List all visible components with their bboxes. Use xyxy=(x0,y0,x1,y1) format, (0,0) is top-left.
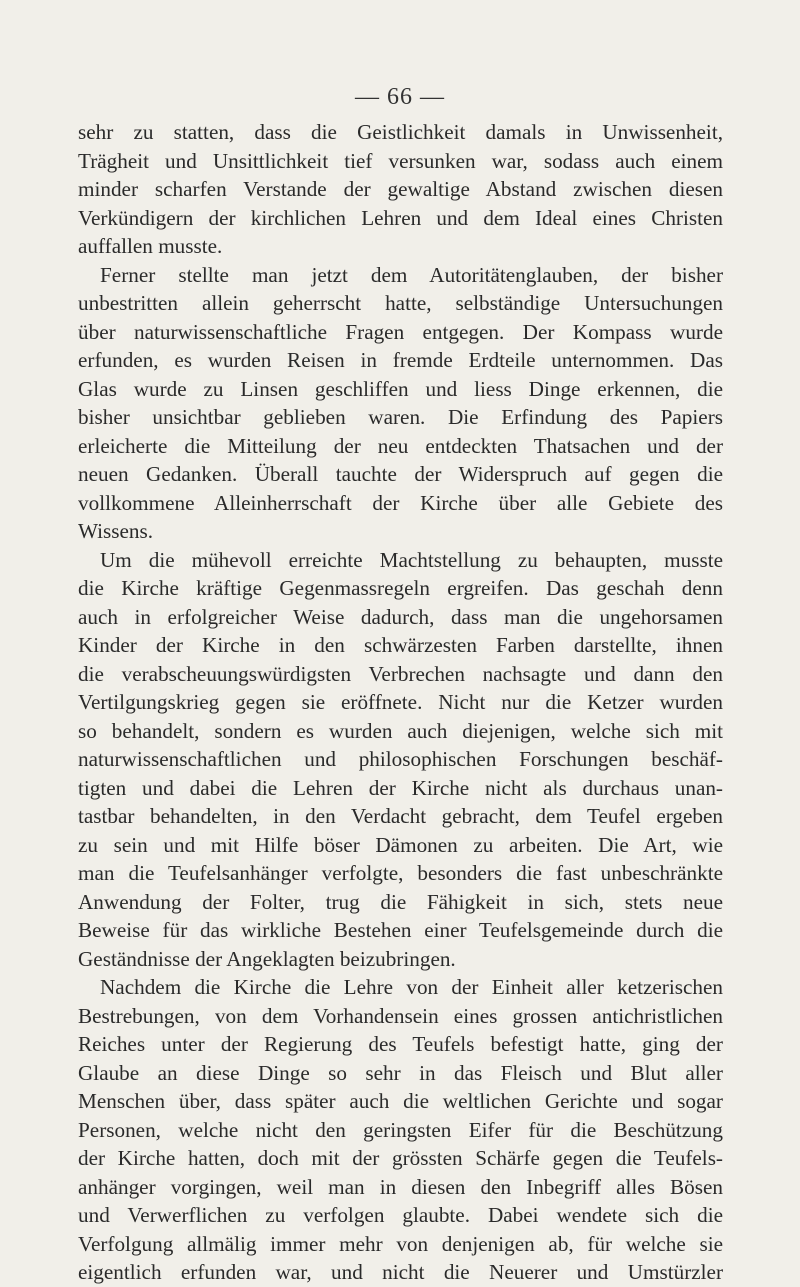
text-line: unbestritten allein geherrscht hatte, selbständige Untersuchungen xyxy=(78,291,723,315)
text-line: zu sein und mit Hilfe böser Dämonen zu arbeiten. Die Art, wie xyxy=(78,832,723,857)
text-line: der Kirche hatten, doch mit der grössten Schärfe gegen die Teufels- xyxy=(78,1146,723,1170)
text-line: erfunden, es wurden Reisen in fremde Erdteile unternommen. Das xyxy=(78,348,723,372)
text-line: minder scharfen Verstande der gewaltige Abstand zwischen diesen xyxy=(78,177,723,201)
text-line: auch in erfolgreicher Weise dadurch, dass man die ungehorsamen xyxy=(78,604,723,629)
text-line: Reiches unter der Regierung des Teufels befestigt hatte, ging der xyxy=(78,1032,723,1056)
text-line: Vertilgungskrieg gegen sie eröffnete. Nicht nur die Ketzer wurden xyxy=(78,690,723,714)
text-line: die verabscheuungswürdigsten Verbrechen nachsagte und dann den xyxy=(78,661,723,686)
text-line: Beweise für das wirkliche Bestehen einer Teufelsgemeinde durch die xyxy=(78,918,723,942)
text-line: eigentlich erfunden war, und nicht die Neuerer und Umstürzler xyxy=(78,1260,723,1284)
text-line: über naturwissenschaftliche Fragen entgegen. Der Kompass wurde xyxy=(78,319,723,344)
page-number: — 66 — xyxy=(355,84,445,110)
text-line: Trägheit und Unsittlichkeit tief versunken war, sodass auch einem xyxy=(78,148,723,173)
text-line: Um die mühevoll erreichte Machtstellung zu behaupten, musste xyxy=(100,547,723,572)
text-line: die Kirche kräftige Gegenmassregeln ergreifen. Das geschah denn xyxy=(78,576,723,600)
text-line: und Verwerflichen zu verfolgen glaubte. Dabei wendete sich die xyxy=(78,1203,723,1227)
text-line: so behandelt, sondern es wurden auch diejenigen, welche sich mit xyxy=(78,718,723,743)
text-line: Glaube an diese Dinge so sehr in das Fleisch und Blut aller xyxy=(78,1060,723,1085)
text-line: auffallen musste. xyxy=(78,234,223,258)
text-line: Bestrebungen, von dem Vorhandensein eines grossen antichristlichen xyxy=(78,1003,723,1028)
text-line: tastbar behandelten, in den Verdacht gebracht, dem Teufel ergeben xyxy=(78,804,723,828)
text-line: Anwendung der Folter, trug die Fähigkeit in sich, stets neue xyxy=(78,889,723,914)
text-line: Wissens. xyxy=(78,519,154,543)
body-text xyxy=(78,118,723,1287)
text-line: Personen, welche nicht den geringsten Eifer für die Beschützung xyxy=(78,1117,723,1142)
text-line: neuen Gedanken. Überall tauchte der Widerspruch auf gegen die xyxy=(78,462,723,486)
text-line: Menschen über, dass später auch die weltlichen Gerichte und sogar xyxy=(78,1089,723,1113)
text-line: vollkommene Alleinherrschaft der Kirche über alle Gebiete des xyxy=(78,490,723,515)
text-line: Geständnisse der Angeklagten beizubringen. xyxy=(78,946,456,971)
text-line: Ferner stellte man jetzt dem Autoritätenglauben, der bisher xyxy=(100,262,723,287)
text-line: anhänger vorgingen, weil man in diesen den Inbegriff alles Bösen xyxy=(78,1174,723,1199)
text-line: bisher unsichtbar geblieben waren. Die Erfindung des Papiers xyxy=(78,405,723,429)
text-line: Nachdem die Kirche die Lehre von der Einheit aller ketzerischen xyxy=(100,975,723,999)
text-line: naturwissenschaftlichen und philosophischen Forschungen beschäf- xyxy=(78,747,723,771)
text-line: man die Teufelsanhänger verfolgte, besonders die fast unbeschränkte xyxy=(78,861,723,885)
text-line: Verfolgung allmälig immer mehr von denjenigen ab, für welche sie xyxy=(78,1231,723,1256)
text-line: Verkündigern der kirchlichen Lehren und dem Ideal eines Christen xyxy=(78,205,723,230)
text-line: tigten und dabei die Lehren der Kirche nicht als durchaus unan- xyxy=(78,775,723,800)
text-line: erleicherte die Mitteilung der neu entdeckten Thatsachen und der xyxy=(78,433,723,458)
text-line: Kinder der Kirche in den schwärzesten Farben darstellte, ihnen xyxy=(78,633,723,657)
text-line: Glas wurde zu Linsen geschliffen und liess Dinge erkennen, die xyxy=(78,376,723,401)
text-line: sehr zu statten, dass die Geistlichkeit damals in Unwissenheit, xyxy=(78,120,723,144)
